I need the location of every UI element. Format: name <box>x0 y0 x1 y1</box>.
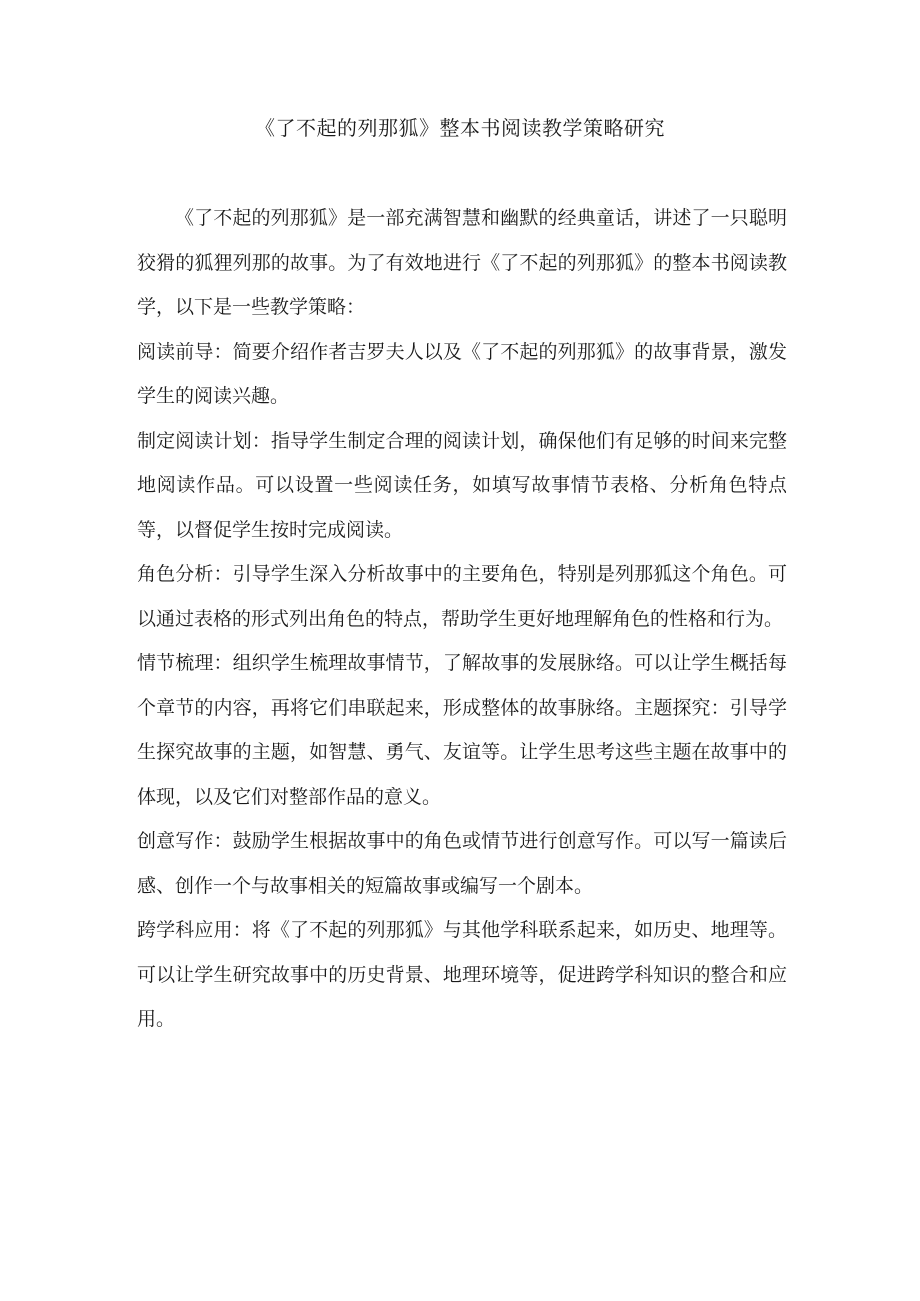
strategy-creative-writing: 创意写作：鼓励学生根据故事中的角色或情节进行创意写作。可以写一篇读后感、创作一个与故事相关的短篇故事或编写一个剧本。 <box>137 830 787 897</box>
document-title: 《了不起的列那狐》整本书阅读教学策略研究 <box>255 116 665 140</box>
intro-paragraph: 《了不起的列那狐》是一部充满智慧和幽默的经典童话，讲述了一只聪明狡猾的狐狸列那的故事。为了有效地进行《了不起的列那狐》的整本书阅读教学，以下是一些教学策略： <box>137 207 787 318</box>
document-body <box>137 196 787 1042</box>
strategy-plot-and-theme: 情节梳理：组织学生梳理故事情节，了解故事的发展脉络。可以让学生概括每个章节的内容，再将它们串联起来，形成整体的故事脉络。主题探究：引导学生探究故事的主题，如智慧、勇气、友谊等。让学生思考这些主题在故事中的体现，以及它们对整部作品的意义。 <box>137 652 787 808</box>
strategy-reading-guide: 阅读前导：简要介绍作者吉罗夫人以及《了不起的列那狐》的故事背景，激发学生的阅读兴趣。 <box>137 340 787 407</box>
strategy-reading-plan: 制定阅读计划：指导学生制定合理的阅读计划，确保他们有足够的时间来完整地阅读作品。可以设置一些阅读任务，如填写故事情节表格、分析角色特点等，以督促学生按时完成阅读。 <box>137 429 787 541</box>
strategy-character-analysis: 角色分析：引导学生深入分析故事中的主要角色，特别是列那狐这个角色。可以通过表格的形式列出角色的特点，帮助学生更好地理解角色的性格和行为。 <box>137 563 787 630</box>
strategy-cross-discipline: 跨学科应用：将《了不起的列那狐》与其他学科联系起来，如历史、地理等。可以让学生研究故事中的历史背景、地理环境等，促进跨学科知识的整合和应用。 <box>137 919 787 1030</box>
